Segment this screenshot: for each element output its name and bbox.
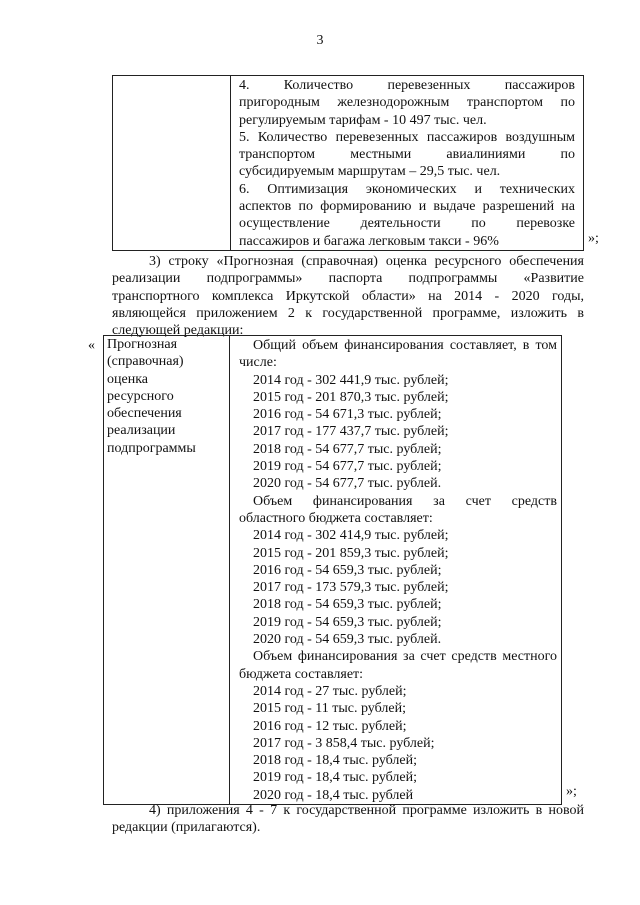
local-intro-line: Объем финансирования за счет средств местного: [253, 649, 557, 665]
table-funding-opening-quote: «: [88, 338, 95, 353]
target-line: пассажиров и багажа легковым такси - 96%: [239, 233, 499, 249]
total-year-line: 2018 год - 54 677,7 тыс. рублей;: [253, 441, 442, 457]
regional-year-line: 2019 год - 54 659,3 тыс. рублей;: [253, 614, 442, 630]
total-year-line: 2016 год - 54 671,3 тыс. рублей;: [253, 407, 442, 423]
regional-year-line: 2016 год - 54 659,3 тыс. рублей;: [253, 562, 442, 578]
funding-label-line: (справочная): [107, 354, 184, 370]
local-intro-line: бюджета составляет:: [239, 666, 364, 682]
regional-intro-line: областного бюджета составляет:: [239, 510, 433, 526]
item-4-paragraph: [112, 802, 584, 837]
local-year-line: 2017 год - 3 858,4 тыс. рублей;: [253, 735, 435, 751]
target-line: 6. Оптимизация экономических и технических: [239, 181, 575, 197]
target-line: транспортом местными авиалиниями по: [239, 147, 575, 163]
table-targets-closing-quote: »;: [588, 231, 599, 246]
local-year-line: 2020 год - 18,4 тыс. рублей: [253, 787, 414, 803]
item-3-line: являющейся приложением 2 к государственной программе, изложить в: [112, 305, 584, 321]
target-line: аспектов по формированию и выдаче разрешений на: [239, 199, 575, 215]
local-year-line: 2016 год - 12 тыс. рублей;: [253, 718, 407, 734]
target-line: 5. Количество перевезенных пассажиров воздушным: [239, 129, 575, 145]
table-targets-value-cell: [231, 76, 584, 251]
total-year-line: 2017 год - 177 437,7 тыс. рублей;: [253, 424, 449, 440]
total-intro-line: Общий объем финансирования составляет, в том: [253, 338, 557, 353]
funding-label-line: оценка: [107, 371, 149, 387]
regional-year-line: 2018 год - 54 659,3 тыс. рублей;: [253, 597, 442, 613]
item-3-line: следующей редакции:: [112, 323, 244, 339]
local-year-line: 2015 год - 11 тыс. рублей;: [253, 701, 406, 717]
target-line: пригородным железнодорожным транспортом по: [239, 95, 575, 111]
local-year-line: 2019 год - 18,4 тыс. рублей;: [253, 770, 418, 786]
regional-year-line: 2020 год - 54 659,3 тыс. рублей.: [253, 632, 442, 648]
regional-year-line: 2014 год - 302 414,9 тыс. рублей;: [253, 528, 449, 544]
item-4-line: 4) приложения 4 - 7 к государственной программе изложить в новой: [149, 803, 584, 818]
total-year-line: 2014 год - 302 441,9 тыс. рублей;: [253, 372, 449, 388]
table-funding-closing-quote: »;: [566, 784, 577, 799]
regional-year-line: 2017 год - 173 579,3 тыс. рублей;: [253, 580, 449, 596]
item-3-line: 3) строку «Прогнозная (справочная) оценка ресурсного обеспечения: [149, 254, 584, 269]
regional-intro-line: Объем финансирования за счет средств: [253, 493, 557, 509]
item-4-line: редакции (прилагаются).: [112, 820, 261, 836]
regional-year-line: 2015 год - 201 859,3 тыс. рублей;: [253, 545, 449, 561]
table-funding: [103, 335, 562, 805]
total-year-line: 2020 год - 54 677,7 тыс. рублей.: [253, 476, 442, 492]
item-3-line: реализации подпрограммы» паспорта подпрограммы «Развитие: [112, 271, 584, 287]
target-line: осуществление деятельности по перевозке: [239, 216, 575, 232]
funding-label-line: реализации: [107, 423, 176, 439]
funding-label-line: обеспечения: [107, 406, 182, 422]
total-year-line: 2015 год - 201 870,3 тыс. рублей;: [253, 389, 449, 405]
page-number: 3: [316, 33, 324, 48]
funding-label-line: Прогнозная: [107, 337, 178, 352]
total-year-line: 2019 год - 54 677,7 тыс. рублей;: [253, 459, 442, 475]
local-year-line: 2018 год - 18,4 тыс. рублей;: [253, 753, 418, 769]
table-funding-label-cell: [104, 336, 230, 805]
target-line: регулируемым тарифам - 10 497 тыс. чел.: [239, 112, 487, 128]
item-3-line: транспортного комплекса Иркутской области» на 2014 - 2020 годы,: [112, 288, 584, 304]
local-year-line: 2014 год - 27 тыс. рублей;: [253, 683, 407, 699]
table-funding-value-cell: [230, 336, 562, 805]
funding-label-line: подпрограммы: [107, 440, 196, 456]
target-line: 4. Количество перевезенных пассажиров: [239, 78, 575, 93]
total-intro-line: числе:: [239, 355, 277, 371]
table-targets: [112, 75, 584, 251]
funding-label-line: ресурсного: [107, 388, 174, 404]
table-targets-label-cell: [113, 76, 231, 251]
item-3-paragraph: [112, 253, 584, 339]
target-line: субсидируемым маршрутам – 29,5 тыс. чел.: [239, 164, 501, 180]
